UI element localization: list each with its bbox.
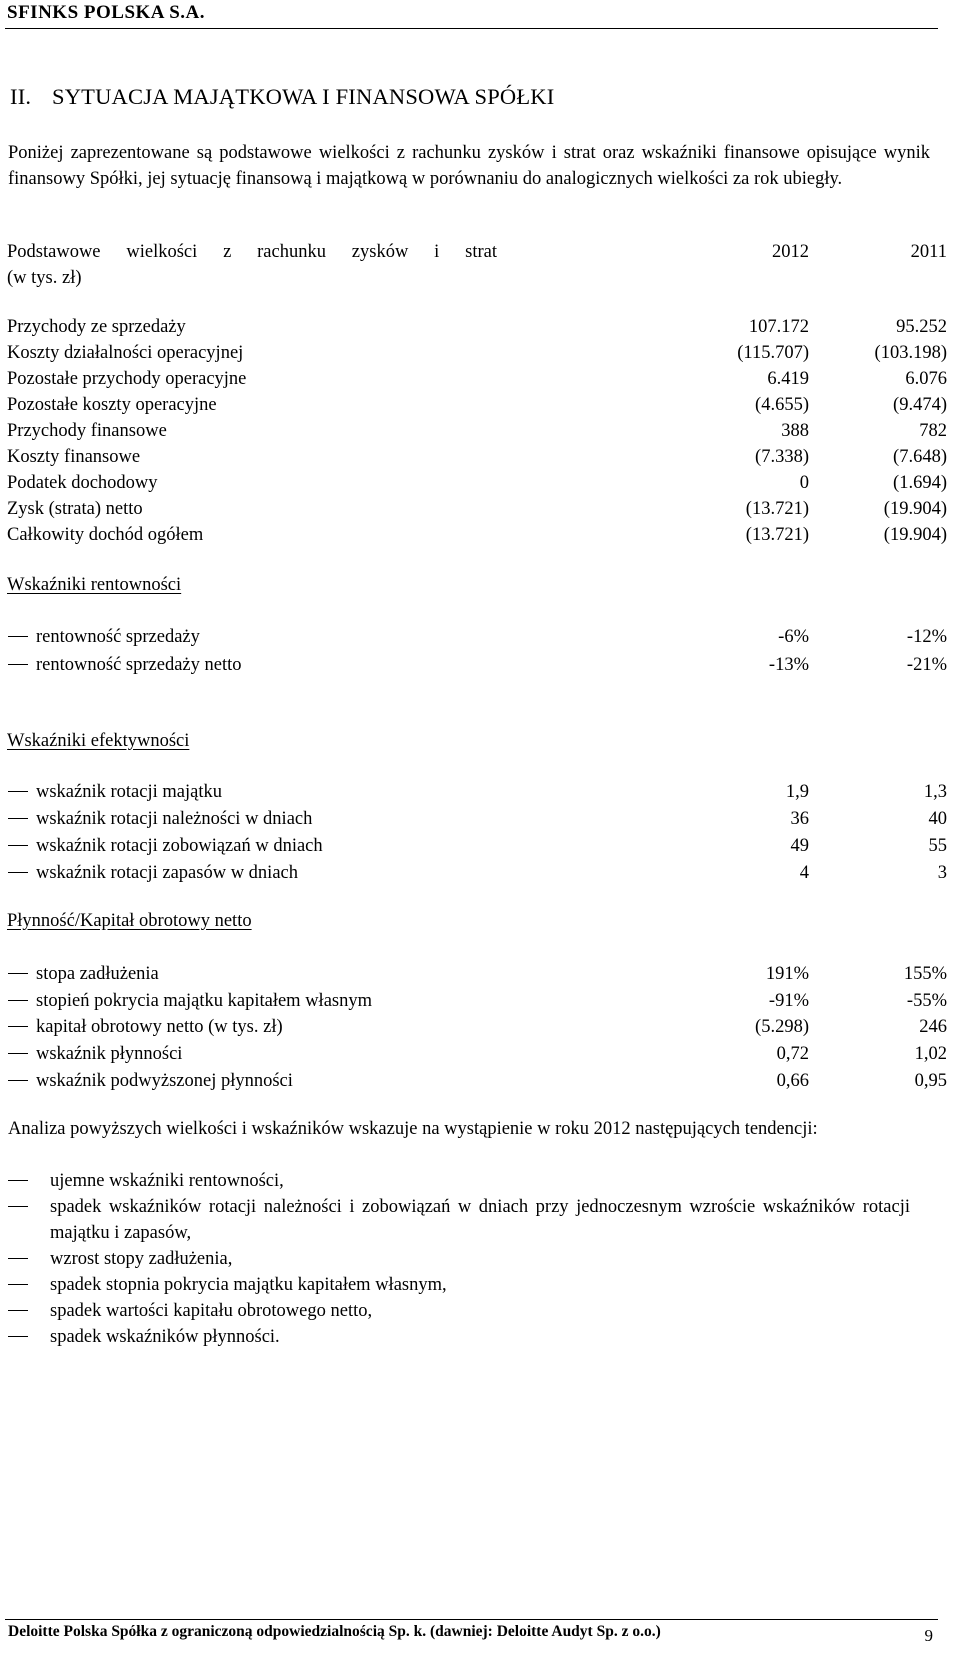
intro-paragraph: Poniżej zaprezentowane są podstawowe wielkości z rachunku zysków i strat oraz wskaźniki finansowe opisujące wynik finansowy Spółki, jej sytuację finansową i majątkową w porównaniu do analogicznych wielkości za rok ubiegły. <box>8 143 930 189</box>
table-row <box>0 340 960 366</box>
dash-bullet <box>8 1026 28 1027</box>
row-label: Pozostałe przychody operacyjne <box>7 369 247 389</box>
dash-bullet <box>8 1336 28 1337</box>
list-item-text: ujemne wskaźniki rentowności, <box>50 1171 284 1191</box>
row-label: Koszty finansowe <box>7 447 141 467</box>
table-row <box>0 496 960 522</box>
table-row <box>0 1068 960 1094</box>
value-2011: 782 <box>919 421 947 441</box>
list-item <box>0 1298 910 1324</box>
row-label: wskaźnik płynności <box>36 1044 183 1064</box>
row-label: wskaźnik rotacji należności w dniach <box>36 809 313 829</box>
value-2011: 246 <box>919 1017 947 1037</box>
table-row <box>0 314 960 340</box>
value-2012: 6.419 <box>767 369 809 389</box>
value-2012: -6% <box>778 627 809 647</box>
value-2011: 6.076 <box>905 369 947 389</box>
value-2012: 0,72 <box>776 1044 809 1064</box>
value-2011: 95.252 <box>896 317 947 337</box>
table-row <box>0 652 960 678</box>
value-2011: (19.904) <box>883 525 947 545</box>
value-2012: (13.721) <box>745 499 809 519</box>
profitability-heading: Wskaźniki rentowności <box>7 575 182 595</box>
dash-bullet <box>8 1053 28 1054</box>
dash-bullet <box>8 1080 28 1081</box>
section-title-text: SYTUACJA MAJĄTKOWA I FINANSOWA SPÓŁKI <box>52 84 555 109</box>
table-row <box>0 806 960 832</box>
row-label: stopień pokrycia majątku kapitałem własnym <box>36 991 372 1011</box>
value-2012: -13% <box>768 655 809 675</box>
efficiency-heading: Wskaźniki efektywności <box>7 731 190 751</box>
table-row <box>0 624 960 650</box>
row-label: Zysk (strata) netto <box>7 499 143 519</box>
value-2011: (7.648) <box>893 447 947 467</box>
table-row <box>0 418 960 444</box>
row-label: rentowność sprzedaży netto <box>36 655 242 675</box>
footer-text: Deloitte Polska Spółka z ograniczoną odpowiedzialnością Sp. k. (dawniej: Deloitte Audyt Sp. z o.o.) <box>8 1623 661 1640</box>
dash-bullet <box>8 1284 28 1285</box>
list-item <box>0 1324 910 1350</box>
dash-bullet <box>8 1180 28 1181</box>
dash-bullet <box>8 1310 28 1311</box>
list-item-text: spadek wskaźników płynności. <box>50 1327 280 1347</box>
value-2012: (5.298) <box>755 1017 809 1037</box>
value-2011: 3 <box>937 863 947 883</box>
value-2011: 55 <box>928 836 947 856</box>
page-number: 9 <box>924 1626 933 1645</box>
table-row <box>0 833 960 859</box>
value-2011: 1,3 <box>923 782 947 802</box>
summary-paragraph: Analiza powyższych wielkości i wskaźników wskazuje na wystąpienie w roku 2012 następujących tendencji: <box>8 1119 818 1139</box>
dash-bullet <box>8 1258 28 1259</box>
list-item-text: wzrost stopy zadłużenia, <box>50 1249 233 1269</box>
value-2012: (4.655) <box>755 395 809 415</box>
dash-bullet <box>8 818 28 819</box>
dash-bullet <box>8 872 28 873</box>
value-2011: (1.694) <box>893 473 947 493</box>
table-header <box>7 239 497 291</box>
table-row <box>0 1014 960 1040</box>
value-2011: -12% <box>906 627 947 647</box>
dash-bullet <box>8 1206 28 1207</box>
value-2011: 155% <box>903 964 947 984</box>
row-label: stopa zadłużenia <box>36 964 159 984</box>
list-item <box>0 1194 910 1246</box>
header-divider <box>5 28 938 29</box>
dash-bullet <box>8 791 28 792</box>
table-row <box>0 779 960 805</box>
table-row <box>0 470 960 496</box>
value-2011: -21% <box>906 655 947 675</box>
trend-list <box>0 1168 960 1350</box>
value-2011: 1,02 <box>914 1044 947 1064</box>
row-label: kapitał obrotowy netto (w tys. zł) <box>36 1017 283 1037</box>
row-label: Całkowity dochód ogółem <box>7 525 204 545</box>
table-row <box>0 522 960 548</box>
value-2012: (7.338) <box>755 447 809 467</box>
row-label: rentowność sprzedaży <box>36 627 200 647</box>
value-2011: (103.198) <box>874 343 947 363</box>
table-row <box>0 860 960 886</box>
value-2012: 0,66 <box>776 1071 809 1091</box>
table-header-unit: (w tys. zł) <box>7 268 82 288</box>
dash-bullet <box>8 1000 28 1001</box>
value-2012: 1,9 <box>785 782 809 802</box>
value-2012: -91% <box>768 991 809 1011</box>
list-item-text: spadek stopnia pokrycia majątku kapitałem własnym, <box>50 1275 447 1295</box>
value-2012: 4 <box>799 863 809 883</box>
value-2012: 191% <box>765 964 809 984</box>
row-label: wskaźnik podwyższonej płynności <box>36 1071 293 1091</box>
value-2011: (19.904) <box>883 499 947 519</box>
table-header-title: Podstawowe wielkości z rachunku zysków i strat <box>7 242 497 262</box>
table-row <box>0 988 960 1014</box>
row-label: Przychody ze sprzedaży <box>7 317 186 337</box>
dash-bullet <box>8 636 28 637</box>
table-row <box>0 961 960 987</box>
section-number: II. <box>10 84 32 109</box>
value-2012: (13.721) <box>745 525 809 545</box>
list-item <box>0 1272 910 1298</box>
row-label: wskaźnik rotacji zobowiązań w dniach <box>36 836 323 856</box>
section-title <box>10 84 554 110</box>
list-item <box>0 1168 910 1194</box>
table-row <box>0 1041 960 1067</box>
column-header-2011: 2011 <box>910 242 947 262</box>
column-header-2012: 2012 <box>772 242 809 262</box>
value-2012: 0 <box>799 473 809 493</box>
value-2012: 107.172 <box>748 317 809 337</box>
table-row <box>0 444 960 470</box>
footer-divider <box>5 1619 938 1620</box>
list-item-text: spadek wskaźników rotacji należności i zobowiązań w dniach przy jednoczesnym wzroście wskaźników rotacji majątku i zapasów, <box>50 1197 910 1243</box>
list-item-text: spadek wartości kapitału obrotowego netto, <box>50 1301 373 1321</box>
value-2011: 40 <box>928 809 947 829</box>
row-label: Pozostałe koszty operacyjne <box>7 395 217 415</box>
dash-bullet <box>8 845 28 846</box>
value-2012: (115.707) <box>737 343 809 363</box>
table-row <box>0 366 960 392</box>
list-item <box>0 1246 910 1272</box>
value-2012: 49 <box>790 836 809 856</box>
liquidity-heading: Płynność/Kapitał obrotowy netto <box>7 911 252 931</box>
table-row <box>0 392 960 418</box>
row-label: Przychody finansowe <box>7 421 167 441</box>
value-2012: 36 <box>790 809 809 829</box>
dash-bullet <box>8 973 28 974</box>
row-label: wskaźnik rotacji majątku <box>36 782 222 802</box>
value-2011: 0,95 <box>914 1071 947 1091</box>
row-label: Koszty działalności operacyjnej <box>7 343 244 363</box>
value-2012: 388 <box>781 421 809 441</box>
row-label: wskaźnik rotacji zapasów w dniach <box>36 863 298 883</box>
value-2011: (9.474) <box>893 395 947 415</box>
dash-bullet <box>8 664 28 665</box>
value-2011: -55% <box>906 991 947 1011</box>
row-label: Podatek dochodowy <box>7 473 158 493</box>
company-header: SFINKS POLSKA S.A. <box>7 2 205 23</box>
